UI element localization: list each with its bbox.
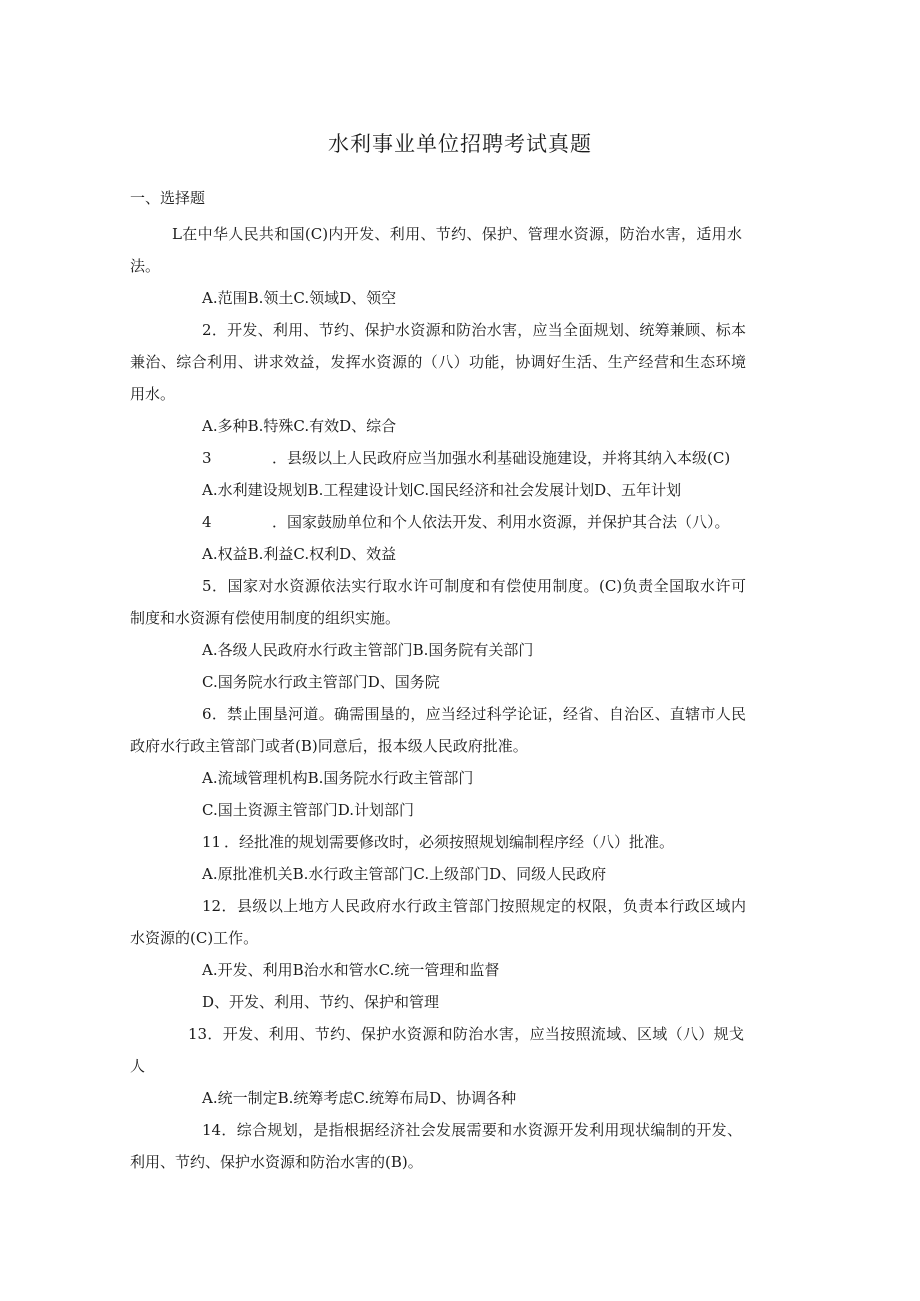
question-13-line-1: 13．开发、利用、节约、保护水资源和防治水害，应当按照流域、区域（八）规戈 (188, 1025, 744, 1043)
question-14-line-1: 14．综合规划，是指根据经济社会发展需要和水资源开发利用现状编制的开发、 (202, 1121, 742, 1139)
question-3-options: A.水利建设规划B.工程建设计划C.国民经济和社会发展计划D、五年计划 (202, 481, 682, 499)
question-2-line-1: 2．开发、利用、节约、保护水资源和防治水害，应当全面规划、统筹兼顾、标本 (202, 321, 746, 339)
section-heading: 一、选择题 (130, 189, 206, 207)
question-12-line-1: 12．县级以上地方人民政府水行政主管部门按照规定的权限，负责本行政区域内 (202, 897, 746, 915)
question-1-options: A.范围B.领土C.领域D、领空 (202, 289, 397, 307)
question-3-line (202, 448, 730, 468)
question-1-line-1: L在中华人民共和国(C)内开发、利用、节约、保护、管理水资源，防治水害，适用水 (172, 225, 742, 243)
question-5-options-1: A.各级人民政府水行政主管部门B.国务院有关部门 (202, 641, 534, 659)
question-4-number: 4 (202, 513, 212, 531)
question-14-line-2: 利用、节约、保护水资源和防治水害的(B)。 (130, 1153, 423, 1171)
question-6-options-1: A.流域管理机构B.国务院水行政主管部门 (202, 769, 474, 787)
question-6-options-2: C.国土资源主管部门D.计划部门 (202, 801, 414, 819)
question-2-line-2: 兼治、综合利用、讲求效益，发挥水资源的（八）功能，协调好生活、生产经营和生态环境 (130, 353, 746, 371)
question-3-text: ．县级以上人民政府应当加强水利基础设施建设，并将其纳入本级(C) (272, 449, 731, 467)
question-13-line-2: 人 (130, 1057, 146, 1075)
question-4-options: A.权益B.利益C.权利D、效益 (202, 545, 397, 563)
question-5-line-1: 5．国家对水资源依法实行取水许可制度和有偿使用制度。(C)负责全国取水许可 (202, 577, 746, 595)
question-11-text: ．经批准的规划需要修改时，必须按照规划编制程序经（八）批准。 (224, 833, 675, 851)
question-6-line-1: 6．禁止围垦河道。确需围垦的，应当经过科学论证，经省、自治区、直辖市人民 (202, 705, 746, 723)
question-11-line (202, 832, 674, 852)
question-13-options: A.统一制定B.统筹考虑C.统筹布局D、协调各种 (202, 1089, 517, 1107)
page-title: 水利事业单位招聘考试真题 (328, 132, 592, 156)
question-12-line-2: 水资源的(C)工作。 (130, 929, 259, 947)
question-12-options-2: D、开发、利用、节约、保护和管理 (202, 993, 440, 1011)
question-11-options: A.原批准机关B.水行政主管部门C.上级部门D、同级人民政府 (202, 865, 607, 883)
question-1-line-2: 法。 (130, 257, 161, 275)
question-6-line-2: 政府水行政主管部门或者(B)同意后，报本级人民政府批准。 (130, 737, 528, 755)
question-5-line-2: 制度和水资源有偿使用制度的组织实施。 (130, 609, 401, 627)
question-4-line (202, 512, 730, 532)
question-3-number: 3 (202, 449, 212, 467)
question-5-options-2: C.国务院水行政主管部门D、国务院 (202, 673, 440, 691)
question-11-number: 11 (202, 833, 222, 851)
question-2-line-3: 用水。 (130, 385, 176, 403)
question-2-options: A.多种B.特殊C.有效D、综合 (202, 417, 397, 435)
question-4-text: ．国家鼓励单位和个人依法开发、利用水资源，并保护其合法（八）。 (272, 513, 730, 531)
question-12-options-1: A.开发、利用B治水和管水C.统一管理和监督 (202, 961, 500, 979)
